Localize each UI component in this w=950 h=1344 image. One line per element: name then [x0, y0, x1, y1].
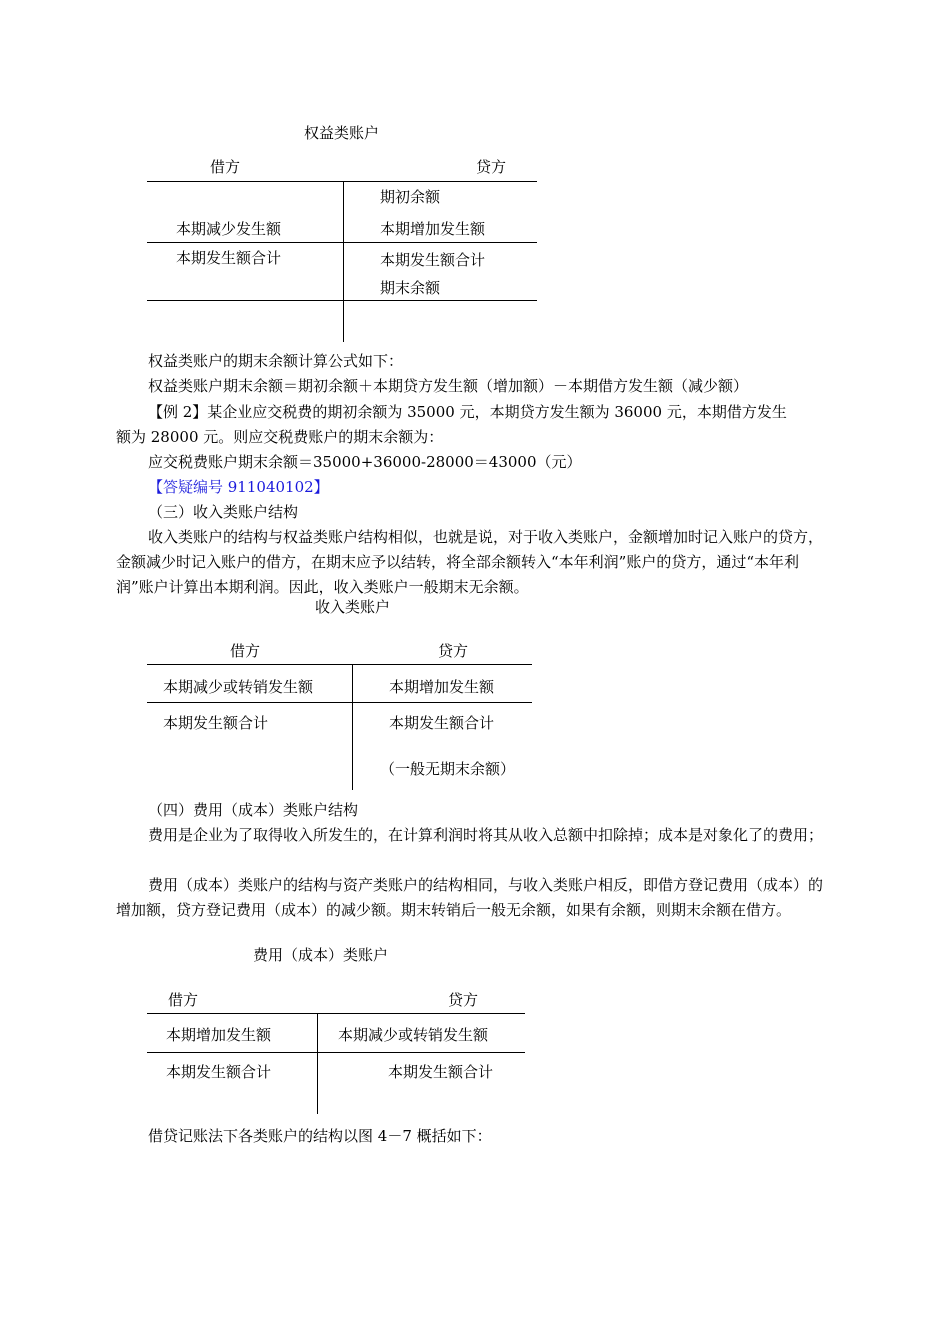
revenue-paragraph: 收入类账户的结构与权益类账户结构相似，也就是说，对于收入类账户，金额增加时记入账户的贷方，金额减少时记入账户的借方，在期末应予以结转，将全部余额转入“本年利润”账户的贷方，通过“本年利润”账户计算出本期利润。因此，收入类账户一般期末无余额。 — [116, 528, 824, 596]
revenue-credit-row: （一般无期末余额） — [380, 760, 516, 778]
equity-formula: 权益类账户期末余额＝期初余额＋本期贷方发生额（增加额）－本期借方发生额（减少额） — [148, 377, 749, 395]
expense-debit-row: 本期发生额合计 — [166, 1063, 272, 1081]
equity-credit-row: 期初余额 — [380, 188, 441, 206]
expense-credit-label: 贷方 — [448, 991, 479, 1009]
equity-debit-label: 借方 — [210, 158, 241, 176]
revenue-credit-label: 贷方 — [438, 642, 469, 660]
expense-mid-rule — [147, 1052, 525, 1053]
revenue-debit-row: 本期发生额合计 — [163, 714, 269, 732]
equity-top-rule — [147, 181, 537, 182]
equity-mid-rule — [147, 242, 537, 243]
equity-credit-row: 本期增加发生额 — [380, 220, 486, 238]
expense-center-rule — [317, 1013, 318, 1114]
expense-paragraph-2: 费用（成本）类账户的结构与资产类账户的结构相同，与收入类账户相反，即借方登记费用（成本）的增加额，贷方登记费用（成本）的减少额。期末转销后一般无余额，如果有余额，则期末余额在借方。 — [116, 876, 824, 919]
expense-paragraph-1: 费用是企业为了取得收入所发生的，在计算利润时将其从收入总额中扣除掉；成本是对象化了的费用； — [148, 826, 824, 844]
equity-center-rule — [343, 181, 344, 342]
revenue-top-rule — [147, 664, 532, 665]
equity-title: 权益类账户 — [304, 124, 380, 142]
revenue-debit-row: 本期减少或转销发生额 — [163, 678, 314, 696]
expense-title: 费用（成本）类账户 — [253, 946, 389, 964]
formula-intro: 权益类账户的期末余额计算公式如下： — [148, 352, 404, 370]
revenue-mid-rule — [147, 702, 532, 703]
equity-credit-row: 期末余额 — [380, 279, 441, 297]
expense-credit-row: 本期发生额合计 — [388, 1063, 494, 1081]
expense-debit-row: 本期增加发生额 — [166, 1026, 272, 1044]
equity-debit-row: 本期减少发生额 — [176, 220, 282, 238]
revenue-center-rule — [352, 664, 353, 790]
equity-debit-row: 本期发生额合计 — [176, 249, 282, 267]
expense-heading: （四）费用（成本）类账户结构 — [148, 801, 359, 819]
revenue-title: 收入类账户 — [315, 598, 391, 616]
revenue-debit-label: 借方 — [230, 642, 261, 660]
revenue-credit-row: 本期增加发生额 — [389, 678, 495, 696]
expense-debit-label: 借方 — [168, 991, 199, 1009]
revenue-heading: （三）收入类账户结构 — [148, 503, 299, 521]
revenue-credit-row: 本期发生额合计 — [389, 714, 495, 732]
expense-top-rule — [147, 1013, 525, 1014]
example-calc: 应交税费账户期末余额＝35000+36000-28000＝43000（元） — [148, 453, 582, 471]
closing-line: 借贷记账法下各类账户的结构以图 4－7 概括如下： — [148, 1127, 492, 1145]
expense-credit-row: 本期减少或转销发生额 — [338, 1026, 489, 1044]
example-line-2: 额为 28000 元。则应交税费账户的期末余额为： — [116, 428, 444, 446]
equity-credit-row: 本期发生额合计 — [380, 251, 486, 269]
equity-bottom-rule — [147, 300, 537, 301]
qa-code-link[interactable]: 【答疑编号 911040102】 — [148, 478, 329, 496]
equity-credit-label: 贷方 — [476, 158, 507, 176]
example-line-1: 【例 2】某企业应交税费的期初余额为 35000 元，本期贷方发生额为 36000 元，本期借方发生 — [148, 403, 787, 421]
